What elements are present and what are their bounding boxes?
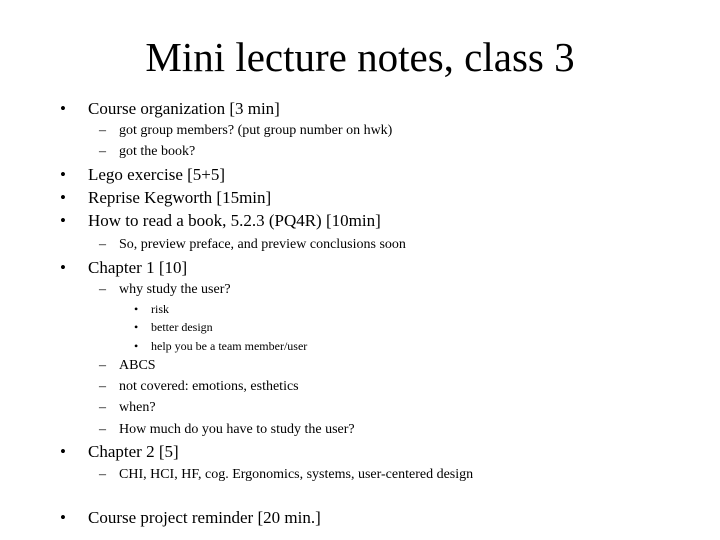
item-text: CHI, HCI, HF, cog. Ergonomics, systems, user-centered design: [119, 467, 474, 482]
item-text: when?: [119, 400, 156, 415]
bullet-icon: •: [60, 165, 66, 184]
item-text: got group members? (put group number on hwk): [119, 123, 393, 138]
dash-icon: –: [99, 400, 106, 415]
item-text: How much do you have to study the user?: [119, 422, 355, 437]
bullet-icon: •: [134, 302, 139, 316]
bullet-icon: •: [134, 339, 139, 353]
bullet-icon: •: [60, 508, 66, 527]
dash-icon: –: [99, 144, 106, 159]
bullet-icon: •: [134, 320, 139, 334]
item-text: got the book?: [119, 144, 196, 159]
item-text: So, preview preface, and preview conclusions soon: [119, 237, 406, 252]
dash-icon: –: [99, 358, 106, 373]
item-text: ABCS: [119, 358, 156, 373]
slide-title: Mini lecture notes, class 3: [145, 34, 575, 80]
dash-icon: –: [99, 237, 106, 252]
bullet-icon: •: [60, 99, 66, 118]
item-text: Reprise Kegworth [15min]: [88, 188, 272, 207]
item-text: better design: [151, 320, 213, 334]
dash-icon: –: [99, 467, 106, 482]
item-text: Lego exercise [5+5]: [88, 165, 226, 184]
dash-icon: –: [99, 282, 106, 297]
bullet-icon: •: [60, 442, 66, 461]
item-text: Course project reminder [20 min.]: [88, 508, 321, 527]
dash-icon: –: [99, 422, 106, 437]
item-text: help you be a team member/user: [151, 339, 308, 353]
dash-icon: –: [99, 123, 106, 138]
item-text: not covered: emotions, esthetics: [119, 379, 299, 394]
item-text: Course organization [3 min]: [88, 99, 280, 118]
item-text: Chapter 2 [5]: [88, 442, 179, 461]
bullet-icon: •: [60, 188, 66, 207]
item-text: risk: [151, 302, 169, 316]
item-text: why study the user?: [119, 282, 231, 297]
item-text: Chapter 1 [10]: [88, 258, 188, 277]
item-text: How to read a book, 5.2.3 (PQ4R) [10min]: [88, 211, 381, 230]
bullet-icon: •: [60, 258, 66, 277]
dash-icon: –: [99, 379, 106, 394]
bullet-icon: •: [60, 211, 66, 230]
